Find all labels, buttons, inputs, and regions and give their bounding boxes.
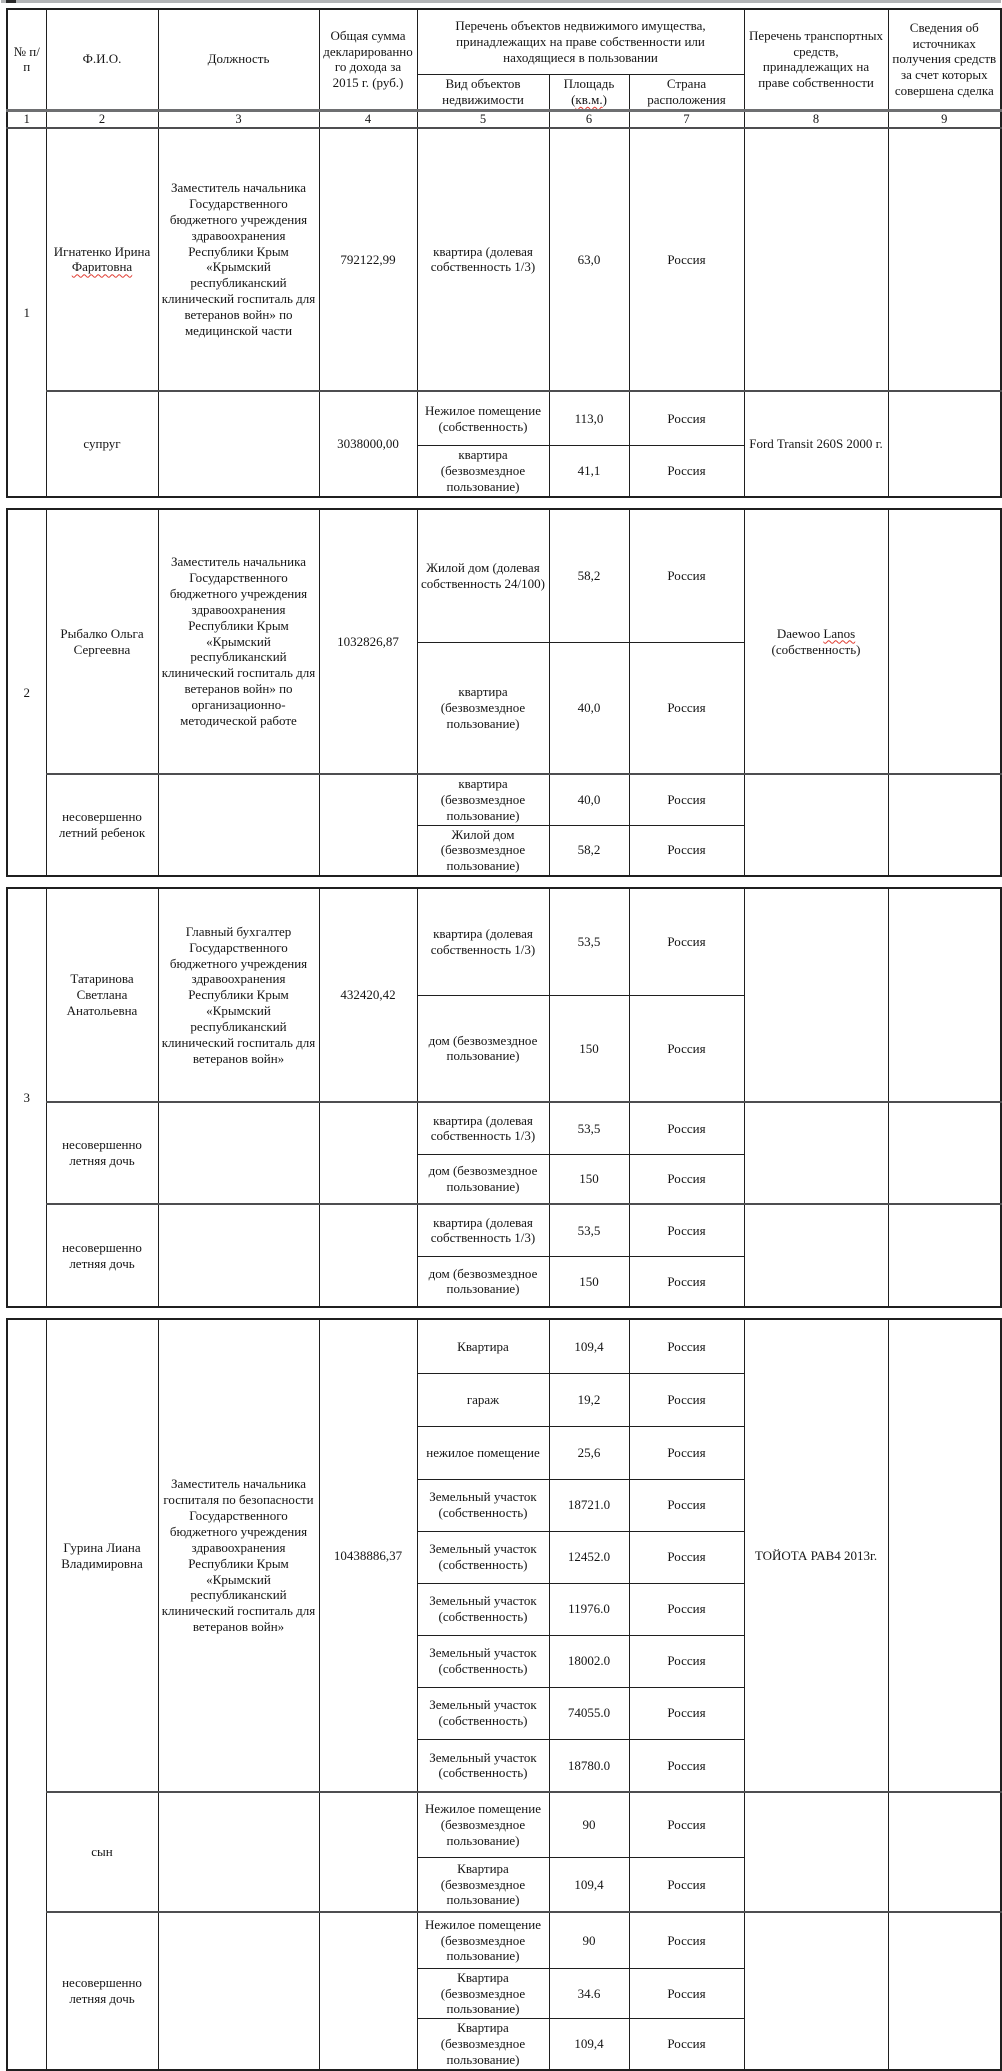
cell-income xyxy=(319,1204,417,1307)
cell-property-country: Россия xyxy=(629,446,744,497)
cell-property-area: 18780.0 xyxy=(549,1739,629,1792)
cell-property-area: 63,0 xyxy=(549,128,629,391)
cell-sources xyxy=(888,1102,1001,1204)
table-row xyxy=(7,1792,1001,1857)
cell-position: Заместитель начальника Государственного бюджетного учреждения здравоохранения Республики Крым «Крымский республиканский клинический госпиталь для ветеранов войн» по организационно-методической работе xyxy=(158,509,319,774)
cell-sources xyxy=(888,888,1001,1102)
tables-host xyxy=(0,8,1002,2071)
cell-property-area: 150 xyxy=(549,995,629,1102)
cell-name: Игнатенко Ирина Фаритовна xyxy=(46,128,158,391)
cell-property-country: Россия xyxy=(629,1426,744,1479)
cell-sources xyxy=(888,1792,1001,1912)
table-row xyxy=(7,1319,1001,1373)
cell-property-country: Россия xyxy=(629,1687,744,1739)
cell-property-type: Квартира (безвозмездное пользование) xyxy=(417,1968,549,2019)
cell-property-type: квартира (долевая собственность 1/3) xyxy=(417,1204,549,1256)
cell-property-country: Россия xyxy=(629,128,744,391)
cell-property-type: квартира (долевая собственность 1/3) xyxy=(417,1102,549,1154)
cell-property-area: 74055.0 xyxy=(549,1687,629,1739)
cell-name: Татаринова Светлана Анатольевна xyxy=(46,888,158,1102)
cell-transport xyxy=(744,1912,888,2070)
column-number: 9 xyxy=(888,110,1001,128)
column-number: 2 xyxy=(46,110,158,128)
cell-sources xyxy=(888,391,1001,497)
cell-property-area: 53,5 xyxy=(549,888,629,995)
cell-property-country: Россия xyxy=(629,1857,744,1912)
cell-income xyxy=(319,1792,417,1912)
table-row xyxy=(7,391,1001,446)
table-row xyxy=(7,1102,1001,1154)
cell-property-country: Россия xyxy=(629,2019,744,2070)
column-number: 3 xyxy=(158,110,319,128)
cell-property-area: 40,0 xyxy=(549,774,629,825)
cell-property-area: 150 xyxy=(549,1154,629,1204)
cell-position xyxy=(158,391,319,497)
cell-property-area: 109,4 xyxy=(549,1319,629,1373)
column-number: 5 xyxy=(417,110,549,128)
cell-property-country: Россия xyxy=(629,1912,744,1968)
table-gap xyxy=(0,1308,1002,1318)
declaration-table-2 xyxy=(6,508,1002,877)
cell-name: супруг xyxy=(46,391,158,497)
header-property-group: Перечень объектов недвижимого имущества, принадлежащих на праве собственности или находящиеся в пользовании xyxy=(417,9,744,75)
cell-position xyxy=(158,1204,319,1307)
table-row xyxy=(7,888,1001,995)
cell-property-area: 53,5 xyxy=(549,1204,629,1256)
cell-name: Рыбалко Ольга Сергеевна xyxy=(46,509,158,774)
cell-property-country: Россия xyxy=(629,1531,744,1583)
cell-property-country: Россия xyxy=(629,774,744,825)
cell-property-country: Россия xyxy=(629,509,744,642)
header-property-country: Страна расположения xyxy=(629,75,744,111)
cell-property-type: Нежилое помещение (безвозмездное пользование) xyxy=(417,1912,549,1968)
cell-property-type: квартира (безвозмездное пользование) xyxy=(417,446,549,497)
cell-income: 1032826,87 xyxy=(319,509,417,774)
cell-property-type: квартира (безвозмездное пользование) xyxy=(417,774,549,825)
cell-name: несовершенно летняя дочь xyxy=(46,1102,158,1204)
column-number: 1 xyxy=(7,110,46,128)
cell-property-type: Земельный участок (собственность) xyxy=(417,1531,549,1583)
column-numbers-row xyxy=(7,110,1001,128)
cell-transport: ТОЙОТА РАВ4 2013г. xyxy=(744,1319,888,1792)
cell-property-type: Нежилое помещение (собственность) xyxy=(417,391,549,446)
cell-property-area: 109,4 xyxy=(549,1857,629,1912)
cell-property-country: Россия xyxy=(629,1792,744,1857)
cell-row-number: 2 xyxy=(7,509,46,876)
cell-transport xyxy=(744,888,888,1102)
cell-property-type: квартира (безвозмездное пользование) xyxy=(417,642,549,774)
cell-property-area: 25,6 xyxy=(549,1426,629,1479)
cell-income xyxy=(319,774,417,876)
cell-property-type: дом (безвозмездное пользование) xyxy=(417,1256,549,1307)
declaration-table-3 xyxy=(6,887,1002,1308)
cell-transport xyxy=(744,774,888,876)
header-sources: Сведения об источниках получения средств за счет которых совершена сделка xyxy=(888,9,1001,110)
cell-property-country: Россия xyxy=(629,995,744,1102)
cell-property-country: Россия xyxy=(629,1256,744,1307)
cell-property-type: квартира (долевая собственность 1/3) xyxy=(417,888,549,995)
spellcheck-underline: Lanos xyxy=(823,625,856,641)
cell-property-area: 58,2 xyxy=(549,825,629,876)
cell-property-type: Земельный участок (собственность) xyxy=(417,1479,549,1531)
cell-transport xyxy=(744,1204,888,1307)
table-gap xyxy=(0,877,1002,887)
declaration-table-1 xyxy=(6,8,1002,498)
cell-property-country: Россия xyxy=(629,825,744,876)
cell-property-area: 113,0 xyxy=(549,391,629,446)
cell-property-country: Россия xyxy=(629,1968,744,2019)
cell-income: 10438886,37 xyxy=(319,1319,417,1792)
cell-property-country: Россия xyxy=(629,1583,744,1635)
cell-row-number: 1 xyxy=(7,128,46,497)
cell-property-type: нежилое помещение xyxy=(417,1426,549,1479)
cell-property-type: Земельный участок (собственность) xyxy=(417,1739,549,1792)
cell-position xyxy=(158,1912,319,2070)
table-row xyxy=(7,1912,1001,1968)
cell-sources xyxy=(888,509,1001,774)
cell-property-area: 150 xyxy=(549,1256,629,1307)
cell-property-type: Квартира (безвозмездное пользование) xyxy=(417,1857,549,1912)
cell-property-country: Россия xyxy=(629,1739,744,1792)
header-property-type: Вид объектов недвижимости xyxy=(417,75,549,111)
cell-income: 792122,99 xyxy=(319,128,417,391)
cell-property-area: 90 xyxy=(549,1912,629,1968)
cell-property-country: Россия xyxy=(629,642,744,774)
cell-property-type: дом (безвозмездное пользование) xyxy=(417,995,549,1102)
header-fio: Ф.И.О. xyxy=(46,9,158,110)
cell-property-type: Квартира xyxy=(417,1319,549,1373)
spellcheck-underline: кв.м. xyxy=(575,91,603,107)
column-number: 8 xyxy=(744,110,888,128)
cell-property-country: Россия xyxy=(629,391,744,446)
cell-property-area: 90 xyxy=(549,1792,629,1857)
cell-property-type: гараж xyxy=(417,1373,549,1426)
cell-sources xyxy=(888,1912,1001,2070)
cell-position xyxy=(158,1102,319,1204)
header-transport: Перечень транспортных средств, принадлежащих на праве собственности xyxy=(744,9,888,110)
cell-property-area: 53,5 xyxy=(549,1102,629,1154)
cell-property-type: Земельный участок (собственность) xyxy=(417,1583,549,1635)
cell-transport: Ford Transit 260S 2000 г. xyxy=(744,391,888,497)
cell-sources xyxy=(888,128,1001,391)
column-number: 6 xyxy=(549,110,629,128)
cell-position: Заместитель начальника Государственного бюджетного учреждения здравоохранения Республики Крым «Крымский республиканский клинический госпиталь для ветеранов войн» по медицинской части xyxy=(158,128,319,391)
cell-property-country: Россия xyxy=(629,1319,744,1373)
cell-property-area: 58,2 xyxy=(549,509,629,642)
cell-property-area: 34.6 xyxy=(549,1968,629,2019)
header-property-area: Площадь (кв.м.) xyxy=(549,75,629,111)
cell-property-type: Жилой дом (безвозмездное пользование) xyxy=(417,825,549,876)
cell-sources xyxy=(888,1204,1001,1307)
declaration-table-4 xyxy=(6,1318,1002,2071)
table-gap xyxy=(0,498,1002,508)
table-row xyxy=(7,774,1001,825)
cell-property-area: 41,1 xyxy=(549,446,629,497)
cell-name: несовершенно летняя дочь xyxy=(46,1912,158,2070)
header-no: № п/п xyxy=(7,9,46,110)
cell-property-type: квартира (долевая собственность 1/3) xyxy=(417,128,549,391)
table-row xyxy=(7,1204,1001,1256)
cell-property-area: 12452.0 xyxy=(549,1531,629,1583)
cell-position xyxy=(158,774,319,876)
page-top-scan-artifact xyxy=(1,0,1001,3)
cell-property-country: Россия xyxy=(629,1154,744,1204)
cell-property-area: 18721.0 xyxy=(549,1479,629,1531)
cell-name: несовершенно летняя дочь xyxy=(46,1204,158,1307)
cell-transport: Daewoo Lanos (собственность) xyxy=(744,509,888,774)
cell-property-area: 40,0 xyxy=(549,642,629,774)
cell-property-type: Жилой дом (долевая собственность 24/100) xyxy=(417,509,549,642)
cell-property-country: Россия xyxy=(629,1635,744,1687)
cell-property-country: Россия xyxy=(629,888,744,995)
cell-property-type: Квартира (безвозмездное пользование) xyxy=(417,2019,549,2070)
header-income: Общая сумма декларированного дохода за 2015 г. (руб.) xyxy=(319,9,417,110)
cell-position xyxy=(158,1792,319,1912)
cell-property-type: Нежилое помещение (безвозмездное пользование) xyxy=(417,1792,549,1857)
cell-property-area: 109,4 xyxy=(549,2019,629,2070)
cell-property-country: Россия xyxy=(629,1479,744,1531)
table-row xyxy=(7,128,1001,391)
cell-name: Гурина Лиана Владимировна xyxy=(46,1319,158,1792)
header-row xyxy=(7,9,1001,75)
spellcheck-underline: Фаритовна xyxy=(71,259,133,275)
cell-property-country: Россия xyxy=(629,1102,744,1154)
cell-property-type: Земельный участок (собственность) xyxy=(417,1687,549,1739)
cell-income: 432420,42 xyxy=(319,888,417,1102)
cell-sources xyxy=(888,1319,1001,1792)
cell-property-area: 11976.0 xyxy=(549,1583,629,1635)
cell-property-area: 18002.0 xyxy=(549,1635,629,1687)
cell-transport xyxy=(744,128,888,391)
cell-position: Заместитель начальника госпиталя по безопасности Государственного бюджетного учреждения здравоохранения Республики Крым «Крымский республиканский клинический госпиталь для ветеранов войн» xyxy=(158,1319,319,1792)
cell-property-country: Россия xyxy=(629,1204,744,1256)
column-number: 7 xyxy=(629,110,744,128)
column-number: 4 xyxy=(319,110,417,128)
cell-row-number: 3 xyxy=(7,888,46,1307)
cell-name: сын xyxy=(46,1792,158,1912)
table-row xyxy=(7,509,1001,642)
cell-income: 3038000,00 xyxy=(319,391,417,497)
cell-position: Главный бухгалтер Государственного бюджетного учреждения здравоохранения Республики Крым «Крымский республиканский клинический госпиталь для ветеранов войн» xyxy=(158,888,319,1102)
cell-sources xyxy=(888,774,1001,876)
cell-property-type: Земельный участок (собственность) xyxy=(417,1635,549,1687)
header-position: Должность xyxy=(158,9,319,110)
cell-name: несовершенно летний ребенок xyxy=(46,774,158,876)
cell-property-type: дом (безвозмездное пользование) xyxy=(417,1154,549,1204)
cell-transport xyxy=(744,1102,888,1204)
cell-transport xyxy=(744,1792,888,1912)
cell-income xyxy=(319,1102,417,1204)
cell-row-number xyxy=(7,1319,46,2070)
cell-income xyxy=(319,1912,417,2070)
cell-property-country: Россия xyxy=(629,1373,744,1426)
cell-property-area: 19,2 xyxy=(549,1373,629,1426)
